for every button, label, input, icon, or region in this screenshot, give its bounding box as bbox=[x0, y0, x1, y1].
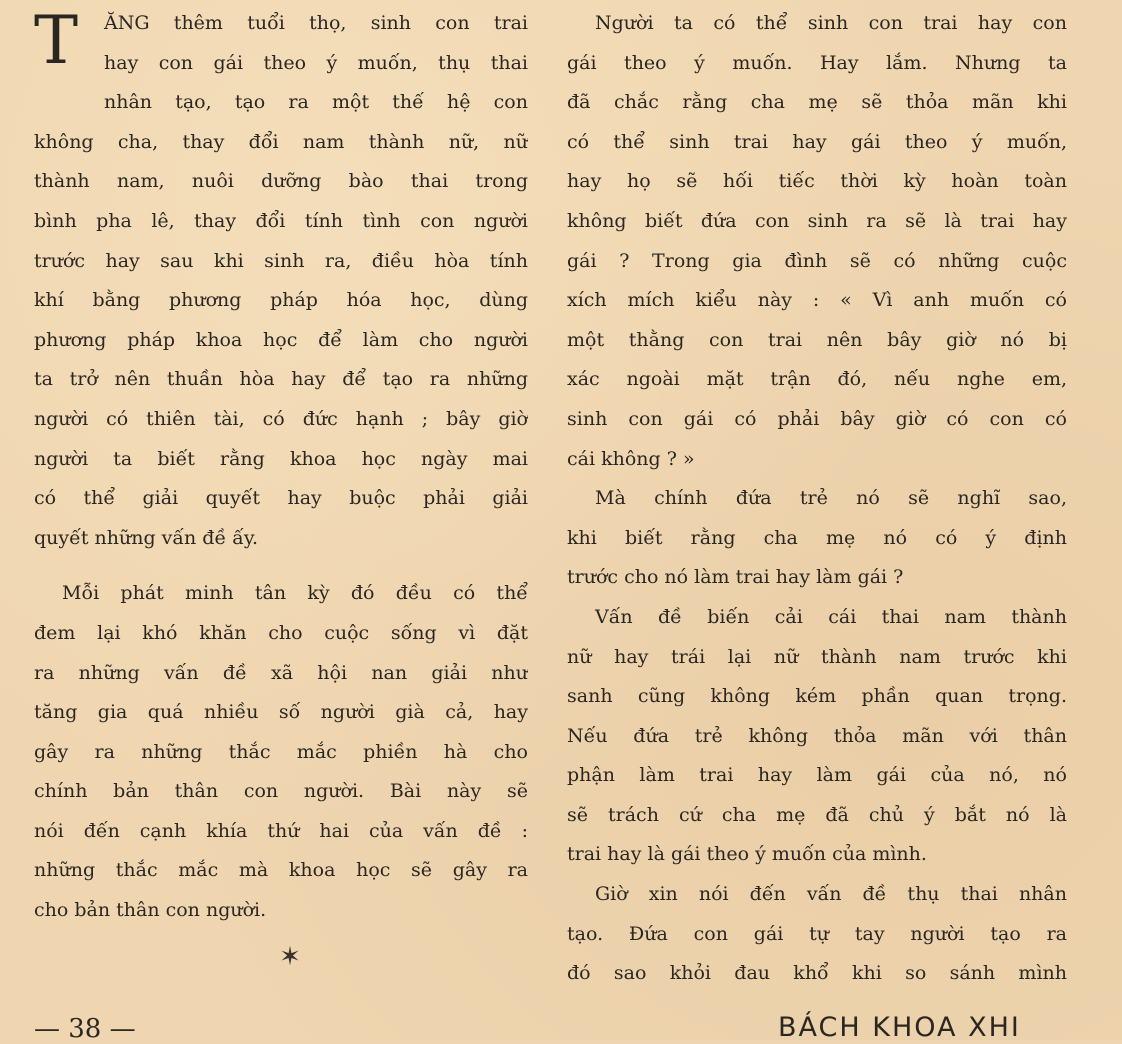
text-line: khi biết rằng cha mẹ nó có ý định bbox=[567, 526, 1067, 549]
text-line: gái ? Trong gia đình sẽ có những cuộc bbox=[567, 249, 1067, 272]
text-line: không cha, thay đổi nam thành nữ, nữ bbox=[34, 130, 528, 153]
text-line: người có thiên tài, có đức hạnh ; bây giờ bbox=[34, 407, 528, 430]
text-line: hay họ sẽ hối tiếc thời kỳ hoàn toàn bbox=[567, 170, 1067, 193]
text-line: Vấn đề biến cải cái thai nam thành bbox=[595, 605, 1067, 628]
text-line: ra những vấn đề xã hội nan giải như bbox=[34, 661, 528, 684]
text-line: cái không ? » bbox=[567, 447, 695, 470]
text-line: không biết đứa con sinh ra sẽ là trai hay bbox=[567, 209, 1067, 232]
text-line: hay con gái theo ý muốn, thụ thai bbox=[104, 51, 528, 74]
text-line: ĂNG thêm tuổi thọ, sinh con trai bbox=[104, 12, 528, 34]
text-line: bình pha lê, thay đổi tính tình con người bbox=[34, 209, 528, 232]
left-paragraph-1 bbox=[34, 4, 528, 558]
paragraph-gap bbox=[34, 558, 528, 574]
text-line: sanh cũng không kém phần quan trọng. bbox=[567, 685, 1067, 708]
text-line: những thắc mắc mà khoa học sẽ gây ra bbox=[34, 859, 528, 882]
text-line: phận làm trai hay làm gái của nó, nó bbox=[567, 764, 1067, 787]
text-line: trước hay sau khi sinh ra, điều hòa tính bbox=[34, 249, 528, 272]
text-line: đã chắc rằng cha mẹ sẽ thỏa mãn khi bbox=[567, 91, 1067, 114]
text-line: nói đến cạnh khía thứ hai của vấn đề : bbox=[34, 819, 528, 842]
text-line: sẽ trách cứ cha mẹ đã chủ ý bắt nó là bbox=[567, 803, 1067, 826]
text-line: khí bằng phương pháp hóa học, dùng bbox=[34, 289, 528, 312]
text-line: trước cho nó làm trai hay làm gái ? bbox=[567, 566, 904, 589]
text-line: xích mích kiểu này : « Vì anh muốn có bbox=[567, 289, 1067, 312]
text-line: xác ngoài mặt trận đó, nếu nghe em, bbox=[567, 368, 1067, 391]
text-line: Nếu đứa trẻ không thỏa mãn với thân bbox=[567, 724, 1067, 747]
right-paragraph-2 bbox=[567, 479, 1067, 598]
text-line: có thể giải quyết hay buộc phải giải bbox=[34, 487, 528, 510]
text-line: nữ hay trái lại nữ thành nam trước khi bbox=[567, 645, 1067, 668]
right-paragraph-1 bbox=[567, 4, 1067, 479]
text-line: gây ra những thắc mắc phiền hà cho bbox=[34, 740, 528, 763]
text-line: tạo. Đứa con gái tự tay người tạo ra bbox=[567, 922, 1067, 945]
left-paragraph-2 bbox=[34, 574, 528, 930]
text-line: chính bản thân con người. Bài này sẽ bbox=[34, 780, 528, 803]
text-line: có thể sinh trai hay gái theo ý muốn, bbox=[567, 130, 1067, 153]
text-line: gái theo ý muốn. Hay lắm. Nhưng ta bbox=[567, 51, 1067, 74]
text-line: Giờ xin nói đến vấn đề thụ thai nhân bbox=[595, 883, 1067, 906]
magazine-name: BÁCH KHOA XHI bbox=[778, 1012, 1021, 1043]
page-number: — 38 — bbox=[34, 1014, 136, 1044]
text-line: ta trở nên thuần hòa hay để tạo ra những bbox=[34, 368, 528, 391]
text-line: tăng gia quá nhiều số người già cả, hay bbox=[34, 701, 528, 724]
left-column bbox=[34, 4, 528, 931]
text-line: đem lại khó khăn cho cuộc sống vì đặt bbox=[34, 621, 528, 644]
text-line: cho bản thân con người. bbox=[34, 899, 267, 922]
text-line: phương pháp khoa học để làm cho người bbox=[34, 328, 528, 351]
text-line: Người ta có thể sinh con trai hay con bbox=[595, 12, 1067, 34]
star-ornament: ✶ bbox=[279, 942, 301, 972]
drop-cap: T bbox=[34, 2, 79, 79]
right-column bbox=[567, 4, 1067, 994]
text-line: người ta biết rằng khoa học ngày mai bbox=[34, 447, 528, 470]
text-line: quyết những vấn đề ấy. bbox=[34, 526, 259, 549]
text-line: Mà chính đứa trẻ nó sẽ nghĩ sao, bbox=[595, 487, 1067, 510]
right-paragraph-3 bbox=[567, 598, 1067, 875]
text-line: Mỗi phát minh tân kỳ đó đều có thể bbox=[62, 582, 528, 605]
text-line: thành nam, nuôi dưỡng bào thai trong bbox=[34, 170, 528, 193]
text-line: sinh con gái có phải bây giờ có con có bbox=[567, 407, 1067, 430]
text-line: đó sao khỏi đau khổ khi so sánh mình bbox=[567, 962, 1067, 985]
text-line: một thằng con trai nên bây giờ nó bị bbox=[567, 328, 1067, 351]
text-line: trai hay là gái theo ý muốn của mình. bbox=[567, 843, 927, 866]
right-paragraph-4 bbox=[567, 875, 1067, 994]
text-line: nhân tạo, tạo ra một thế hệ con bbox=[104, 91, 528, 114]
